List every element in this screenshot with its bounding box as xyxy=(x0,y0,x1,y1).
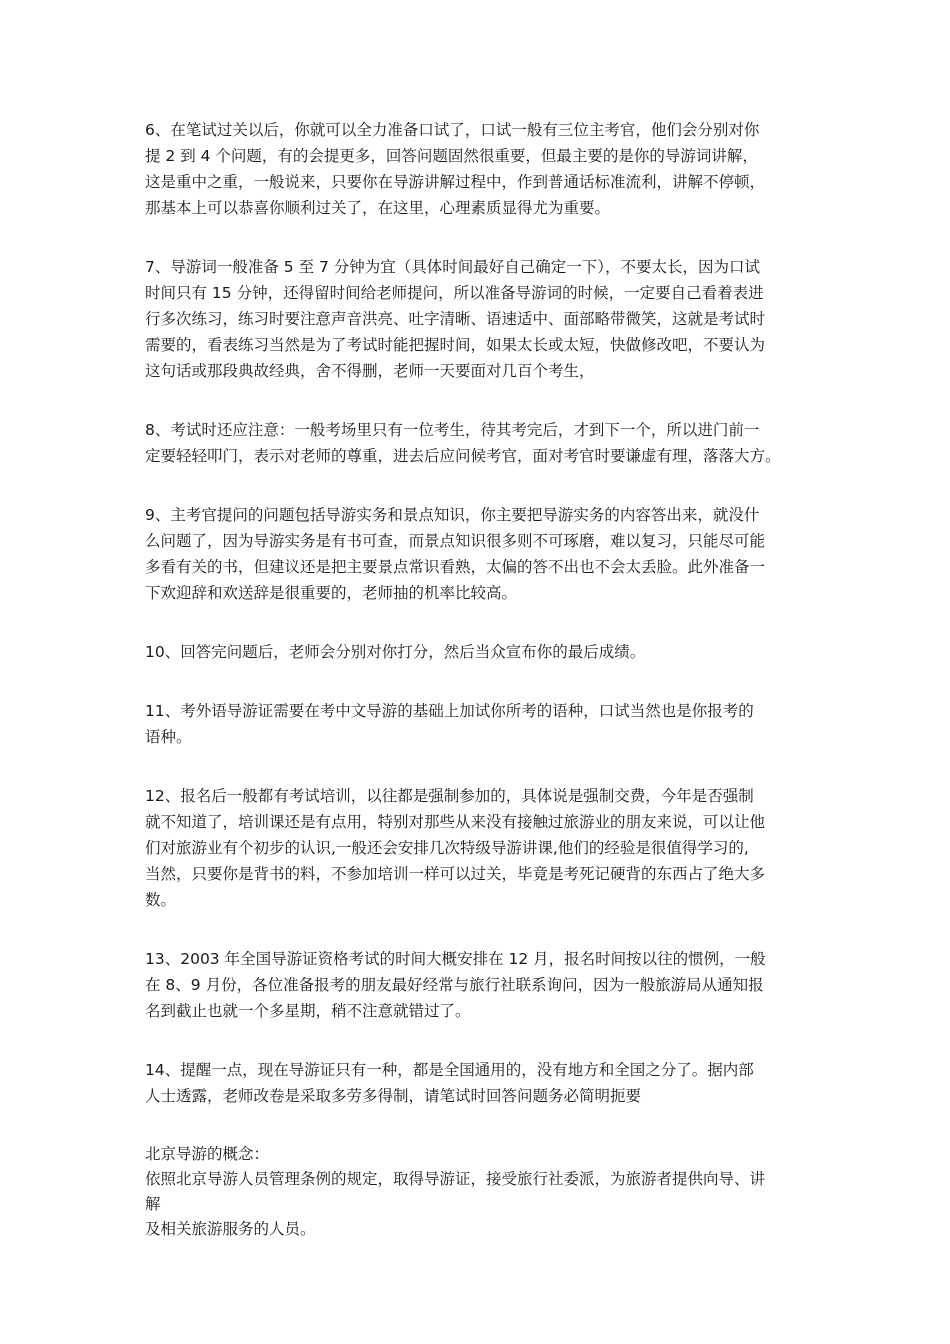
text-line: 们对旅游业有个初步的认识,一般还会安排几次特级导游讲课,他们的经验是很值得学习的, xyxy=(145,839,749,857)
text-line: 7、导游词一般准备 5 至 7 分钟为宜（具体时间最好自己确定一下），不要太长，因为口试 xyxy=(145,258,761,276)
text-line: 就不知道了，培训课还是有点用，特别对那些从来没有接触过旅游业的朋友来说，可以让他 xyxy=(145,813,766,831)
text-line: 么问题了，因为导游实务是有书可查，而景点知识很多则不可琢磨，难以复习，只能尽可能 xyxy=(145,532,766,550)
text-line: 北京导游的概念： xyxy=(145,1145,270,1163)
text-line: 当然，只要你是背书的料，不参加培训一样可以过关，毕竟是考死记硬背的东西占了绝大多 xyxy=(145,865,766,883)
text-line: 6、在笔试过关以后，你就可以全力准备口试了，口试一般有三位主考官，他们会分别对你 xyxy=(145,121,760,139)
text-line: 语种。 xyxy=(145,728,192,746)
text-line: 13、2003 年全国导游证资格考试的时间大概安排在 12 月，报名时间按以往的惯例，一般 xyxy=(145,950,766,968)
text-line: 时间只有 15 分钟，还得留时间给老师提问，所以准备导游词的时候，一定要自己看着表进 xyxy=(145,284,764,302)
text-line: 依照北京导游人员管理条例的规定，取得导游证，接受旅行社委派，为旅游者提供向导、讲 xyxy=(145,1170,766,1188)
text-line: 数。 xyxy=(145,891,177,909)
text-line: 多看有关的书，但建议还是把主要景点常识看熟，太偏的答不出也不会太丢脸。此外准备一 xyxy=(145,558,766,576)
text-line: 这句话或那段典故经典，舍不得删，老师一天要面对几百个考生， xyxy=(145,362,595,380)
text-line: 9、主考官提问的问题包括导游实务和景点知识，你主要把导游实务的内容答出来，就没什 xyxy=(145,506,760,524)
text-line: 解 xyxy=(145,1195,161,1213)
paragraph xyxy=(145,254,815,384)
text-line: 这是重中之重，一般说来，只要你在导游讲解过程中，作到普通话标准流利，讲解不停顿， xyxy=(145,173,766,191)
text-line: 人士透露，老师改卷是采取多劳多得制，请笔试时回答问题务必简明扼要 xyxy=(145,1087,642,1105)
paragraph xyxy=(145,417,815,469)
text-line: 下欢迎辞和欢送辞是很重要的，老师抽的机率比较高。 xyxy=(145,584,518,602)
text-line: 8、考试时还应注意：一般考场里只有一位考生，待其考完后，才到下一个，所以进门前一 xyxy=(145,421,760,439)
paragraph xyxy=(145,502,815,606)
paragraph xyxy=(145,1142,815,1242)
paragraph xyxy=(145,639,815,665)
document-body xyxy=(145,117,815,1275)
text-line: 名到截止也就一个多星期，稍不注意就错过了。 xyxy=(145,1002,471,1020)
paragraph xyxy=(145,946,815,1024)
text-line: 提 2 到 4 个问题，有的会提更多，回答问题固然很重要，但最主要的是你的导游词讲解， xyxy=(145,147,758,165)
text-line: 定要轻轻叩门，表示对老师的尊重，进去后应问候考官，面对考官时要谦虚有理，落落大方。 xyxy=(145,447,781,465)
text-line: 需要的，看表练习当然是为了考试时能把握时间，如果太长或太短，快做修改吧，不要认为 xyxy=(145,336,766,354)
paragraph xyxy=(145,1057,815,1109)
paragraph xyxy=(145,698,815,750)
text-line: 11、考外语导游证需要在考中文导游的基础上加试你所考的语种，口试当然也是你报考的 xyxy=(145,702,754,720)
text-line: 那基本上可以恭喜你顺利过关了，在这里，心理素质显得尤为重要。 xyxy=(145,199,611,217)
text-line: 10、回答完问题后，老师会分别对你打分，然后当众宣布你的最后成绩。 xyxy=(145,643,646,661)
text-line: 行多次练习，练习时要注意声音洪亮、吐字清晰、语速适中、面部略带微笑，这就是考试时 xyxy=(145,310,766,328)
text-line: 在 8、9 月份，各位准备报考的朋友最好经常与旅行社联系询问，因为一般旅游局从通知报 xyxy=(145,976,764,994)
text-line: 14、提醒一点，现在导游证只有一种，都是全国通用的，没有地方和全国之分了。据内部 xyxy=(145,1061,754,1079)
text-line: 及相关旅游服务的人员。 xyxy=(145,1220,316,1238)
text-line: 12、报名后一般都有考试培训，以往都是强制参加的，具体说是强制交费，今年是否强制 xyxy=(145,787,754,805)
paragraph xyxy=(145,783,815,913)
paragraph xyxy=(145,117,815,221)
